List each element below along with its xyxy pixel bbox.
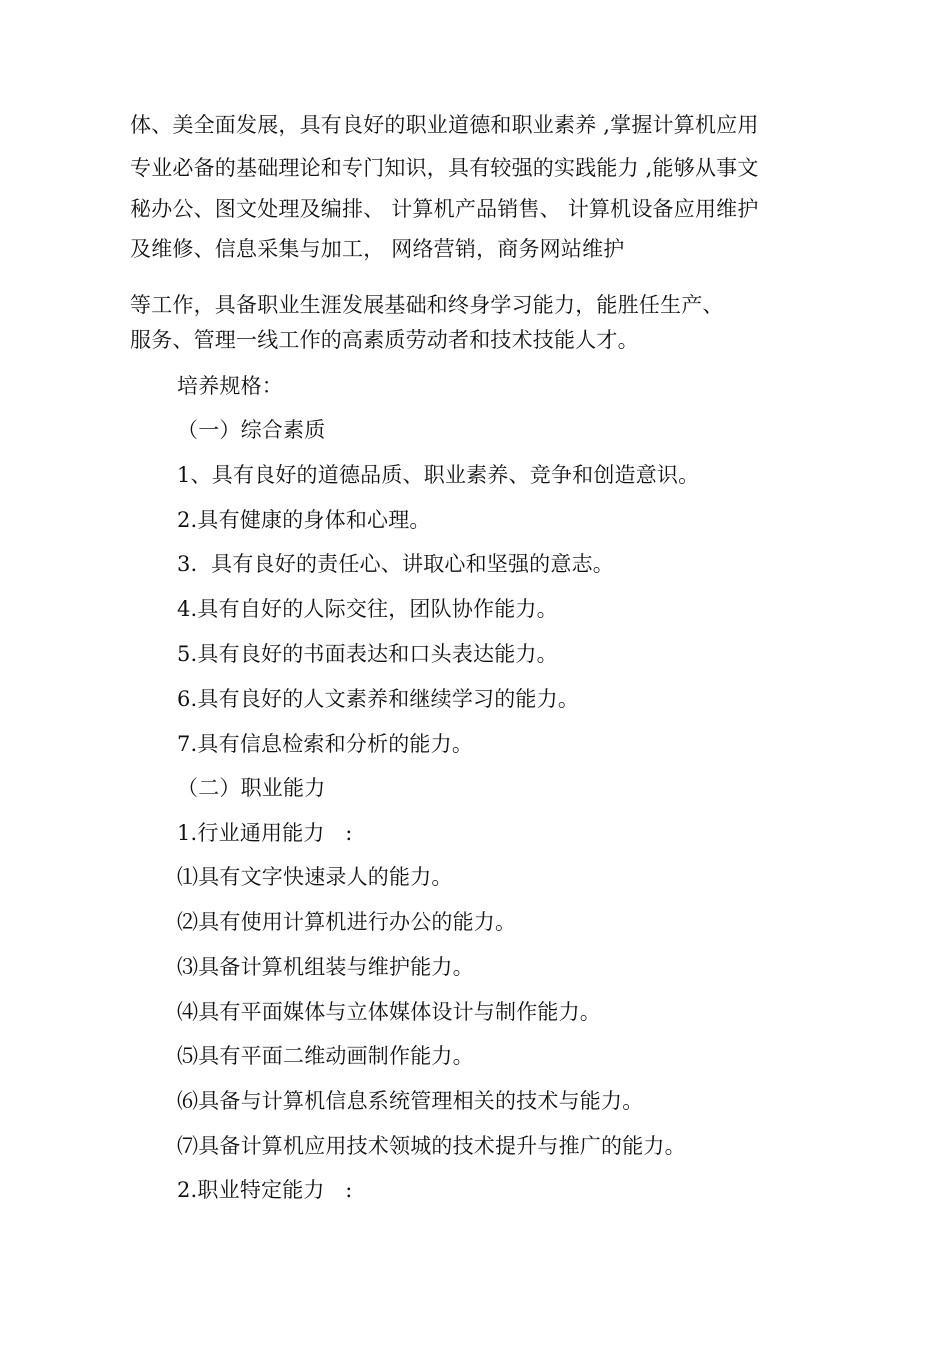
section1-item-5: 5.具有良好的书面表达和口头表达能力。 [177,642,558,666]
section1-item-7: 7.具有信息检索和分析的能力。 [177,732,474,756]
section2-sub1-item-6: ⑹具备与计算机信息系统管理相关的技术与能力。 [177,1089,644,1113]
section2-sub1-item-5: ⑸具有平面二维动画制作能力。 [177,1044,474,1068]
intro-line-2: 专业必备的基础理论和专门知识，具有较强的实践能力 ,能够从事文 [130,156,759,180]
section1-item-3: 3. 具有良好的责任心、讲取心和坚强的意志。 [177,552,614,576]
section2-heading: （二）职业能力 [177,776,326,800]
intro-line-1: 体、美全面发展，具有良好的职业道德和职业素养 ,掌握计算机应用 [130,113,759,137]
spec-heading: 培养规格： [177,374,283,398]
section2-sub1-heading: 1.行业通用能力 : [177,821,353,845]
section1-heading: （一）综合素质 [177,418,326,442]
section2-sub1-item-3: ⑶具备计算机组装与维护能力。 [177,955,474,979]
section1-item-2: 2.具有健康的身体和心理。 [177,508,431,532]
section2-sub1-item-4: ⑷具有平面媒体与立体媒体设计与制作能力。 [177,1000,601,1024]
intro-line-5: 等工作，具备职业生涯发展基础和终身学习能力，能胜任生产、 [130,293,724,317]
section2-sub2-heading: 2.职业特定能力 : [177,1178,353,1202]
intro-line-3: 秘办公、图文处理及编排、 计算机产品销售、 计算机设备应用维护 [130,197,759,221]
intro-line-6: 服务、管理一线工作的高素质劳动者和技术技能人才。 [130,328,639,352]
section1-item-4: 4.具有自好的人际交往，团队协作能力。 [177,597,558,621]
section2-sub1-item-2: ⑵具有使用计算机进行办公的能力。 [177,910,517,934]
section1-item-6: 6.具有良好的人文素养和继续学习的能力。 [177,687,580,711]
section2-sub1-item-1: ⑴具有文字快速录人的能力。 [177,865,453,889]
intro-line-4: 及维修、信息采集与加工， 网络营销，商务网站维护 [130,237,625,261]
section1-item-1: 1、具有良好的道德品质、职业素养、竞争和创造意识。 [177,463,700,487]
section2-sub1-item-7: ⑺具备计算机应用技术领城的技术提升与推广的能力。 [177,1134,686,1158]
